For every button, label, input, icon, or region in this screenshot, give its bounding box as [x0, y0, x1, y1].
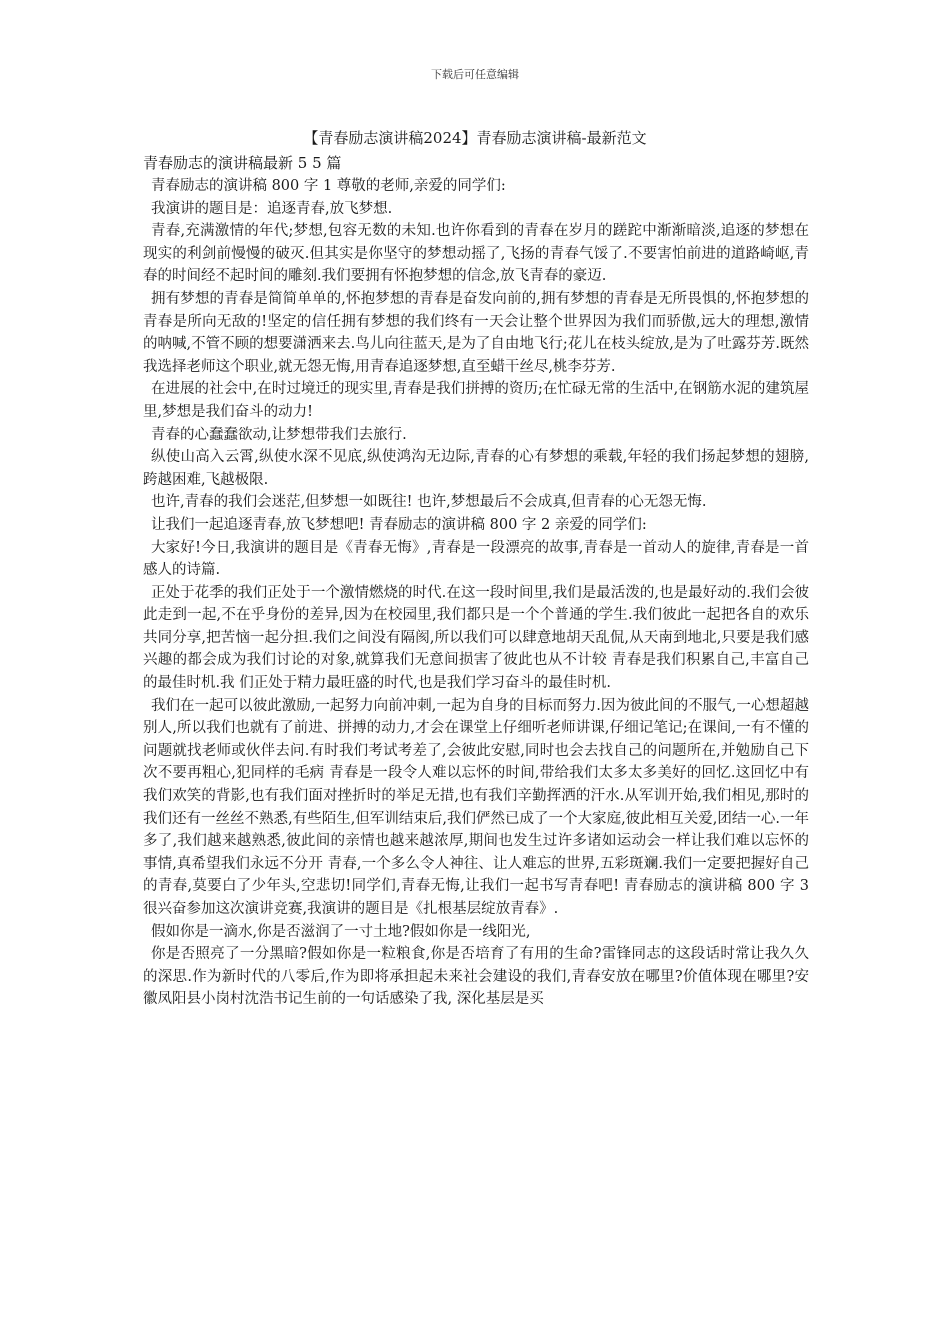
header-note: 下载后可任意编辑: [431, 68, 519, 81]
paragraph: 大家好!今日,我演讲的题目是《青春无悔》,青春是一段漂亮的故事,青春是一首动人的旋律,青春是一首感人的诗篇.: [143, 539, 809, 579]
paragraph: 让我们一起追逐青春,放飞梦想吧! 青春励志的演讲稿 800 字 2 亲爱的同学们:: [150, 516, 647, 533]
paragraph: 青春的心蠢蠢欲动,让梦想带我们去旅行.: [150, 426, 407, 443]
document-body: [143, 175, 809, 1011]
paragraph: 我演讲的题目是：追逐青春,放飞梦想.: [150, 200, 393, 217]
paragraph: 青春,充满激情的年代;梦想,包容无数的未知.也许你看到的青春在岁月的蹉跎中渐渐暗淡,追逐的梦想在现实的利剑前慢慢的破灭.但其实是你坚守的梦想动摇了,飞扬的青春气馁了.不要害怕前进的道路崎岖,青春的时间经不起时间的雕刻.我们要拥有怀抱梦想的信念,放飞青春的豪迈.: [143, 223, 809, 285]
paragraph: 正处于花季的我们正处于一个激情燃烧的时代.在这一段时间里,我们是最活泼的,也是最好动的.我们会彼此走到一起,不在乎身份的差异,因为在校园里,我们都只是一个个普通的学生.我们彼此一起把各自的欢乐共同分享,把苦恼一起分担.我们之间没有隔阂,所以我们可以肆意地胡天乱侃,从天南到地北,只要是我们感兴趣的都会成为我们讨论的对象,就算我们无意间损害了彼此也从不计较 青春是我们积累自己,丰富自己的最佳时机.我 们正处于精力最旺盛的时代,也是我们学习奋斗的最佳时机.: [143, 584, 809, 692]
paragraph: 你是否照亮了一分黑暗?假如你是一粒粮食,你是否培育了有用的生命?雷锋同志的这段话时常让我久久的深思.作为新时代的八零后,作为即将承担起未来社会建设的我们,青春安放在哪里?价值体现在哪里?安徽凤阳县小岗村沈浩书记生前的一句话感染了我, 深化基层是买: [143, 946, 809, 1008]
paragraph: 在进展的社会中,在时过境迁的现实里,青春是我们拼搏的资历;在忙碌无常的生活中,在钢筋水泥的建筑屋里,梦想是我们奋斗的动力!: [143, 381, 809, 420]
paragraph: 纵使山高入云霄,纵使水深不见底,纵使鸿沟无边际,青春的心有梦想的乘载,年轻的我们扬起梦想的翅膀,跨越困难,飞越极限.: [143, 449, 809, 488]
document-subtitle: 青春励志的演讲稿最新 5 5 篇: [143, 154, 342, 172]
paragraph: 拥有梦想的青春是简简单单的,怀抱梦想的青春是奋发向前的,拥有梦想的青春是无所畏惧的,怀抱梦想的青春是所向无敌的!坚定的信任拥有梦想的我们终有一天会让整个世界因为我们而骄傲,远大的理想,激情的呐喊,不管不顾的想要潇洒来去.鸟儿向往蓝天,是为了自由地飞行;花儿在枝头绽放,是为了吐露芬芳.既然我选择老师这个职业,就无怨无悔,用青春追逐梦想,直至蜡干丝尽,桃李芬芳.: [143, 290, 809, 375]
paragraph: 我们在一起可以彼此激励,一起努力向前冲刺,一起为自身的目标而努力.因为彼此间的不服气,一心想超越别人,所以我们也就有了前进、拼搏的动力,才会在课堂上仔细听老师讲课,仔细记笔记;在课间,一有不懂的问题就找老师或伙伴去问.有时我们考试考差了,会彼此安慰,同时也会去找自己的问题所在,并勉励自己下次不要再粗心,犯同样的毛病 青春是一段令人难以忘怀的时间,带给我们太多太多美好的回忆.这回忆中有我们欢笑的背影,也有我们面对挫折时的举足无措,也有我们辛勤挥洒的汗水.从军训开始,我们相见,那时的我们还有一丝丝不熟悉,有些陌生,但军训结束后,我们俨然已成了一个大家庭,彼此相互关爱,团结一心.一年多了,我们越来越熟悉,彼此间的亲情也越来越浓厚,期间也发生过许多诸如运动会一样让我们难以忘怀的事情,真希望我们永远不分开 青春,一个多么令人神往、让人难忘的世界,五彩斑斓.我们一定要把握好自己的青春,莫要白了少年头,空悲切!同学们,青春无悔,让我们一起书写青春吧! 青春励志的演讲稿 800 字 3 很兴奋参加这次演讲竞赛,我演讲的题目是《扎根基层绽放青春》.: [143, 697, 809, 917]
paragraph: 假如你是一滴水,你是否滋润了一寸土地?假如你是一线阳光,: [150, 923, 531, 940]
document-title: 【青春励志演讲稿2024】青春励志演讲稿-最新范文: [303, 129, 647, 147]
paragraph: 也许,青春的我们会迷茫,但梦想一如既往! 也许,梦想最后不会成真,但青春的心无怨无悔.: [150, 494, 707, 511]
paragraph: 青春励志的演讲稿 800 字 1 尊敬的老师,亲爱的同学们:: [150, 178, 506, 194]
